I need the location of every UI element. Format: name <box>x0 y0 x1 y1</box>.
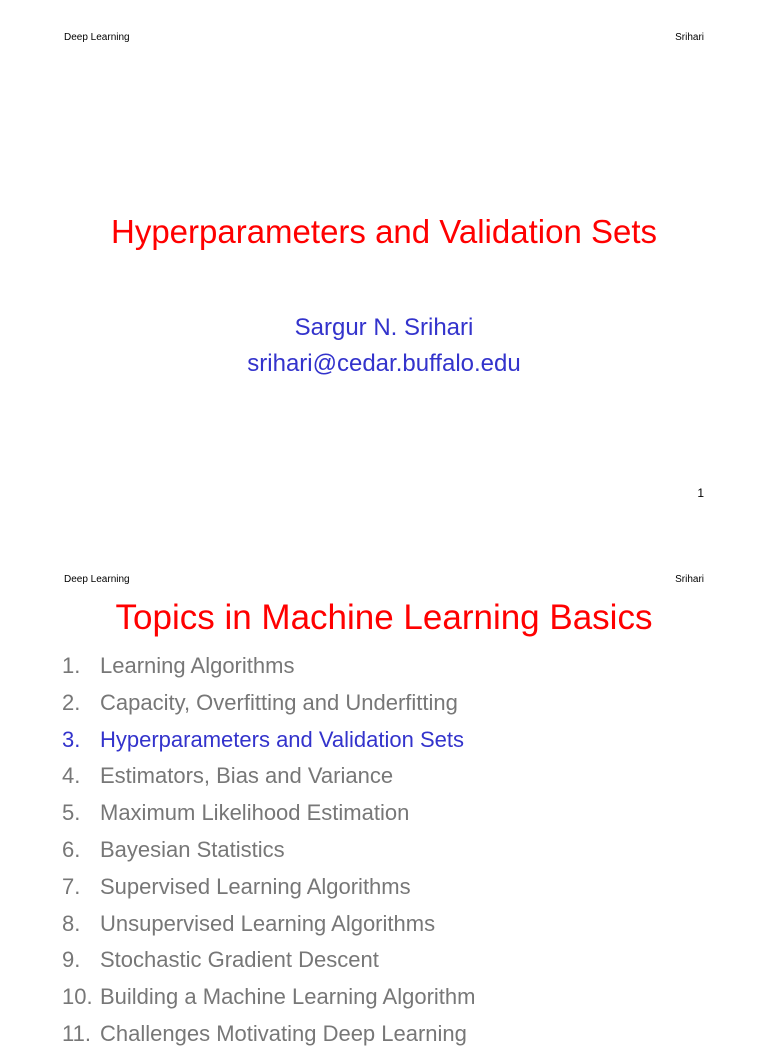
topic-label: Challenges Motivating Deep Learning <box>100 1020 467 1046</box>
topic-item <box>62 869 475 906</box>
topic-item-current <box>62 722 475 759</box>
topic-label: Hyperparameters and Validation Sets <box>100 726 465 752</box>
topic-label: Estimators, Bias and Variance <box>100 763 394 789</box>
header-author-name: Srihari <box>675 574 704 585</box>
topic-item <box>62 979 475 1016</box>
topic-item <box>62 685 475 722</box>
topic-label: Capacity, Overfitting and Underfitting <box>100 689 458 715</box>
topic-item <box>62 795 475 832</box>
topic-number: 11. <box>62 1020 91 1046</box>
topic-number: 7. <box>62 873 81 899</box>
topic-label: Unsupervised Learning Algorithms <box>100 910 436 936</box>
topic-item <box>62 906 475 943</box>
slide-topics <box>0 540 768 1046</box>
topics-title: Topics in Machine Learning Basics <box>115 598 653 637</box>
topic-label: Building a Machine Learning Algorithm <box>100 984 476 1010</box>
header-author-name: Srihari <box>675 32 704 43</box>
topic-label: Bayesian Statistics <box>100 836 285 862</box>
topic-number: 2. <box>62 689 81 715</box>
topic-number: 6. <box>62 836 81 862</box>
topic-item <box>62 832 475 869</box>
topic-number: 9. <box>62 947 81 973</box>
topic-label: Maximum Likelihood Estimation <box>100 800 410 826</box>
topic-item <box>62 758 475 795</box>
topic-label: Supervised Learning Algorithms <box>100 873 411 899</box>
header-course-name: Deep Learning <box>64 32 130 43</box>
topics-list <box>62 648 475 1053</box>
topic-number: 1. <box>62 653 81 678</box>
topic-label: Learning Algorithms <box>100 653 295 678</box>
topic-number: 5. <box>62 800 81 826</box>
topic-number: 10. <box>62 984 93 1010</box>
header-course-name: Deep Learning <box>64 574 130 585</box>
topic-item <box>62 648 475 685</box>
topic-item <box>62 1016 475 1053</box>
slide-title-text: Hyperparameters and Validation Sets <box>110 213 657 250</box>
topic-label: Stochastic Gradient Descent <box>100 947 379 973</box>
author-email: srihari@cedar.buffalo.edu <box>247 350 521 377</box>
topic-number: 8. <box>62 910 81 936</box>
author-block <box>0 310 768 382</box>
page-number: 1 <box>697 486 704 500</box>
topic-number: 4. <box>62 763 81 789</box>
author-name: Sargur N. Srihari <box>294 314 474 341</box>
topic-item <box>62 942 475 979</box>
topic-number: 3. <box>62 726 81 752</box>
